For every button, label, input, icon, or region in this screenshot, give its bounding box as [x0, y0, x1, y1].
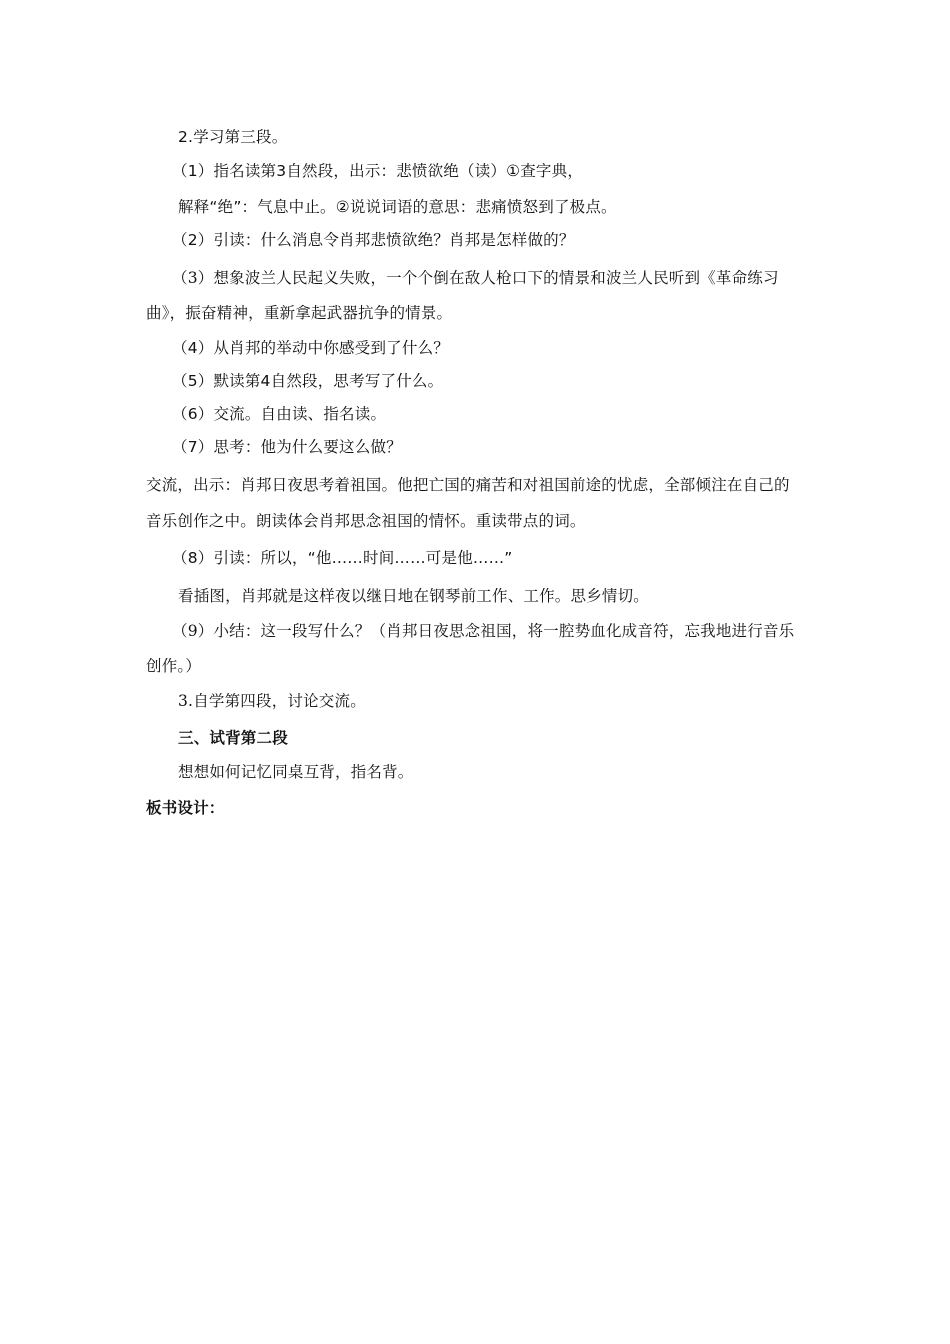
recite-instructions: 想想如何记忆同桌互背，指名背。	[178, 763, 414, 781]
section-heading-recite: 三、试背第二段	[178, 729, 288, 747]
step-3-continuation: 曲》，振奋精神，重新拿起武器抗争的情景。	[146, 304, 453, 322]
step-5-text: （5）默读第4自然段，思考写了什么。	[172, 372, 444, 390]
section-heading-study-third-paragraph: 2.学习第三段。	[178, 128, 288, 146]
illustration-text: 看插图，肖邦就是这样夜以继日地在钢琴前工作、工作。思乡情切。	[178, 587, 650, 605]
step-4-text: （4）从肖邦的举动中你感受到了什么？	[172, 339, 449, 357]
step-2-text: （2）引读：什么消息令肖邦悲愤欲绝？肖邦是怎样做的？	[172, 231, 575, 249]
step-9-continuation: 创作。）	[146, 657, 202, 675]
step-6-text: （6）交流。自由读、指名读。	[172, 405, 387, 423]
step-1-explanation: 解释“绝”：气息中止。②说说词语的意思：悲痛愤怒到了极点。	[178, 198, 617, 216]
exchange-text: 交流，出示：肖邦日夜思考着祖国。他把亡国的痛苦和对祖国前途的忧虑，全部倾注在自己的	[146, 476, 790, 494]
item-3-text: 3.自学第四段，讨论交流。	[178, 692, 366, 710]
step-7-text: （7）思考：他为什么要这么做？	[172, 438, 402, 456]
step-1-text: （1）指名读第3自然段，出示：悲愤欲绝（读）①查字典，	[172, 162, 584, 180]
blackboard-design-heading: 板书设计：	[146, 799, 225, 817]
step-8-text: （8）引读：所以，“他……时间……可是他……”	[172, 549, 513, 567]
exchange-continuation: 音乐创作之中。朗读体会肖邦思念祖国的情怀。重读带点的词。	[146, 512, 586, 530]
step-3-text: （3）想象波兰人民起义失败，一个个倒在敌人枪口下的情景和波兰人民听到《革命练习	[172, 269, 779, 287]
step-9-text: （9）小结：这一段写什么？（肖邦日夜思念祖国，将一腔势血化成音符，忘我地进行音乐	[172, 622, 795, 640]
